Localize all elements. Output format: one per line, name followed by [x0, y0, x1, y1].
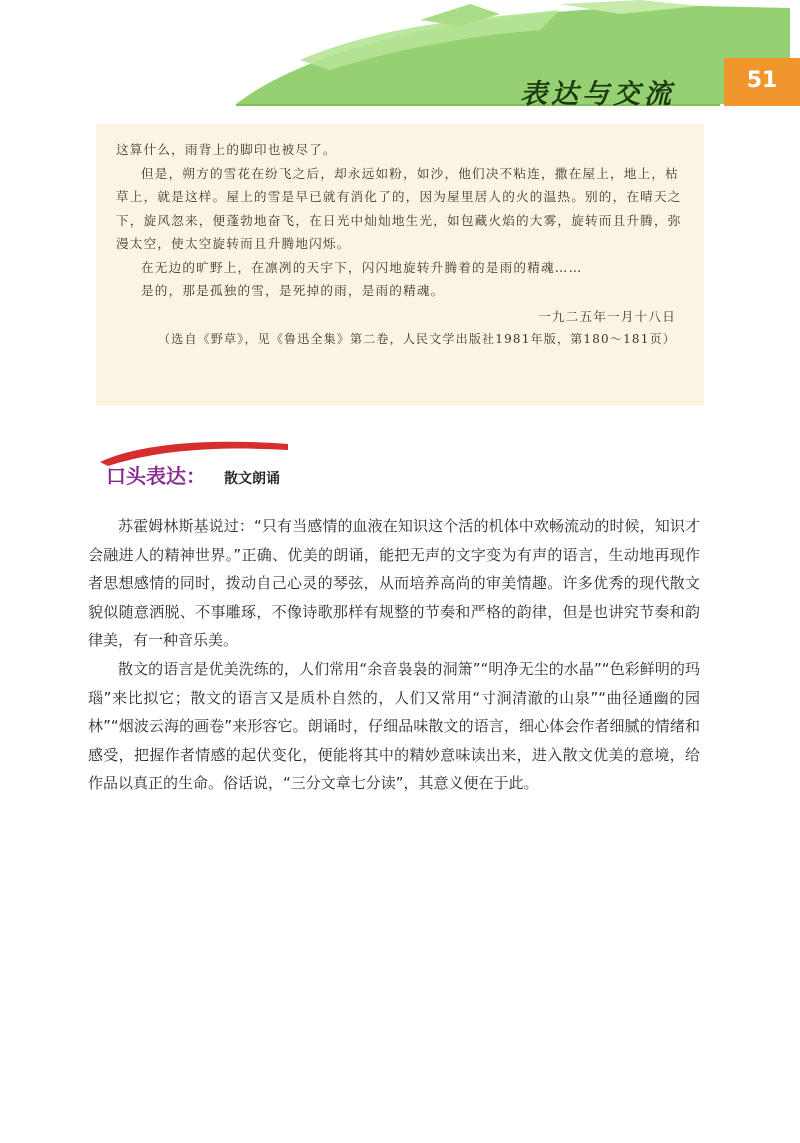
excerpt-paragraph-4: 是的，那是孤独的雪，是死掉的雨，是雨的精魂。	[141, 283, 445, 298]
excerpt-paragraph-2: 但是，朔方的雪花在纷飞之后，却永远如粉，如沙，他们决不粘连，撒在屋上，地上，枯草上，就是这样。屋上的雪是早已就有消化了的，因为屋里居人的火的温热。别的，在晴天之下，旋风忽来，便蓬勃地奋飞，在日光中灿灿地生光，如包藏火焰的大雾，旋转而且升腾，弥漫太空，使太空旋转而且升腾地闪烁。	[116, 165, 682, 251]
excerpt-box	[96, 124, 704, 406]
excerpt-line-1: 这算什么，雨背上的脚印也被尽了。	[116, 142, 337, 157]
page-number: 51	[746, 68, 778, 93]
body-text	[88, 512, 700, 798]
section-subtitle: 散文朗诵	[224, 471, 280, 487]
section-title: 口头表达：	[106, 464, 206, 488]
excerpt-source: （选自《野草》，见《鲁迅全集》第二卷，人民文学出版社1981年版，第180～181页）	[158, 332, 676, 346]
page-number-tab	[724, 58, 800, 106]
excerpt-paragraph-3: 在无边的旷野上，在凛冽的天宇下，闪闪地旋转升腾着的是雨的精魂……	[141, 259, 583, 275]
excerpt-date: 一九二五年一月十八日	[538, 308, 676, 324]
body-paragraph-1: 苏霍姆林斯基说过：“只有当感情的血液在知识这个活的机体中欢畅流动的时候，知识才会融进人的精神世界。”正确、优美的朗诵，能把无声的文字变为有声的语言，生动地再现作者思想感情的同时，拨动自己心灵的琴弦，从而培养高尚的审美情趣。许多优秀的现代散文貌似随意洒脱、不事雕琢，不像诗歌那样有规整的节奏和严格的韵律，但是也讲究节奏和韵律美，有一种音乐美。	[88, 517, 700, 650]
page-header	[0, 0, 800, 110]
chapter-title: 表达与交流	[520, 79, 675, 110]
body-paragraph-2: 散文的语言是优美洗练的，人们常用“余音袅袅的洞箫”“明净无尘的水晶”“色彩鲜明的玛瑙”来比拟它；散文的语言又是质朴自然的，人们又常用“寸涧清澈的山泉”“曲径通幽的园林”“烟波云海的画卷”来形容它。朗诵时，仔细品味散文的语言，细心体会作者细腻的情绪和感受，把握作者情感的起伏变化，便能将其中的精妙意味读出来，进入散文优美的意境，给作品以真正的生命。俗话说，“三分文章七分读”，其意义便在于此。	[88, 659, 700, 793]
section-header	[98, 436, 298, 500]
green-brush-band	[0, 0, 800, 110]
